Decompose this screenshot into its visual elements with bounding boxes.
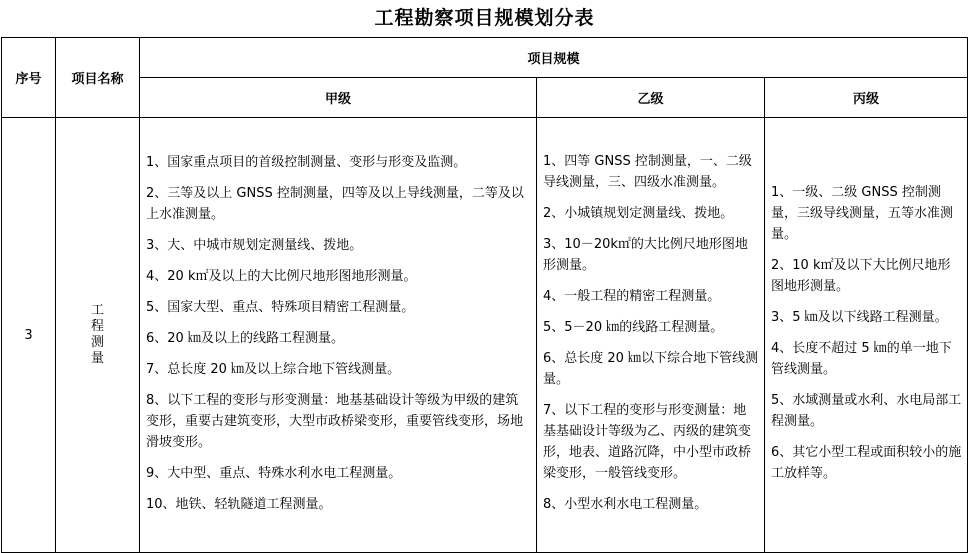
grade-c-item: 5、水域测量或水利、水电局部工程测量。 <box>771 393 962 429</box>
header-grade-a: 甲级 <box>140 78 537 118</box>
header-project-name: 项目名称 <box>56 38 140 118</box>
grade-a-item: 5、国家大型、重点、特殊项目精密工程测量。 <box>146 299 415 315</box>
grade-c-list <box>765 176 967 484</box>
grade-a-item: 10、地铁、轻轨隧道工程测量。 <box>146 496 332 512</box>
grade-b-item: 6、总长度 20 ㎞以下综合地下管线测量。 <box>543 351 759 387</box>
grade-c-cell <box>765 118 968 553</box>
grade-c-item: 4、长度不超过 5 ㎞的单一地下管线测量。 <box>771 341 952 377</box>
page-title: 工程勘察项目规模划分表 <box>374 7 595 29</box>
grade-a-item: 9、大中型、重点、特殊水利水电工程测量。 <box>146 465 402 481</box>
header-grade-b: 乙级 <box>537 78 765 118</box>
grade-a-item: 4、20 k㎡及以上的大比例尺地形图地形测量。 <box>146 268 417 284</box>
grade-b-item: 3、10－20k㎡的大比例尺地形图地形测量。 <box>543 237 748 273</box>
grade-c-item: 6、其它小型工程或面积较小的施工放样等。 <box>771 445 962 481</box>
grade-a-item: 2、三等及以上 GNSS 控制测量，四等及以上导线测量，二等及以上水准测量。 <box>146 185 524 222</box>
header-project-scale: 项目规模 <box>140 38 968 78</box>
grade-c-item: 3、5 ㎞及以下线路工程测量。 <box>771 310 948 325</box>
grade-b-item: 2、小城镇规划定测量线、拨地。 <box>543 206 734 221</box>
row-project-name <box>56 118 140 553</box>
grade-a-item: 3、大、中城市规划定测量线、拨地。 <box>146 237 363 253</box>
grade-b-item: 8、小型水利水电工程测量。 <box>543 497 708 512</box>
grade-a-cell <box>140 118 537 553</box>
project-scale-table <box>1 37 968 553</box>
grade-a-item: 8、以下工程的变形与形变测量：地基基础设计等级为甲级的建筑变形，重要古建筑变形，大型市政桥梁变形，重要管线变形，场地滑坡变形。 <box>146 392 524 450</box>
grade-a-list <box>140 146 536 515</box>
grade-b-item: 7、以下工程的变形与形变测量：地基基础设计等级为乙、丙级的建筑变形，地表、道路沉降，中小型市政桥梁变形，一般管线变形。 <box>543 403 752 481</box>
header-index: 序号 <box>2 38 56 118</box>
grade-c-item: 1、一级、二级 GNSS 控制测量，三级导线测量，五等水准测量。 <box>771 185 954 242</box>
row-project-name-text: 工程测量 <box>90 303 104 366</box>
grade-c-item: 2、10 k㎡及以下大比例尺地形图地形测量。 <box>771 258 951 294</box>
grade-b-item: 4、一般工程的精密工程测量。 <box>543 289 721 304</box>
grade-a-item: 6、20 ㎞及以上的线路工程测量。 <box>146 330 344 346</box>
grade-b-list <box>537 145 764 515</box>
grade-a-item: 1、国家重点项目的首级控制测量、变形与形变及监测。 <box>146 154 467 170</box>
grade-b-item: 5、5－20 ㎞的线路工程测量。 <box>543 320 724 335</box>
grade-a-item: 7、总长度 20 ㎞及以上综合地下管线测量。 <box>146 361 401 377</box>
row-index: 3 <box>2 118 56 553</box>
header-grade-c: 丙级 <box>765 78 968 118</box>
grade-b-item: 1、四等 GNSS 控制测量，一、二级导线测量，三、四级水准测量。 <box>543 154 752 190</box>
grade-b-cell <box>537 118 765 553</box>
